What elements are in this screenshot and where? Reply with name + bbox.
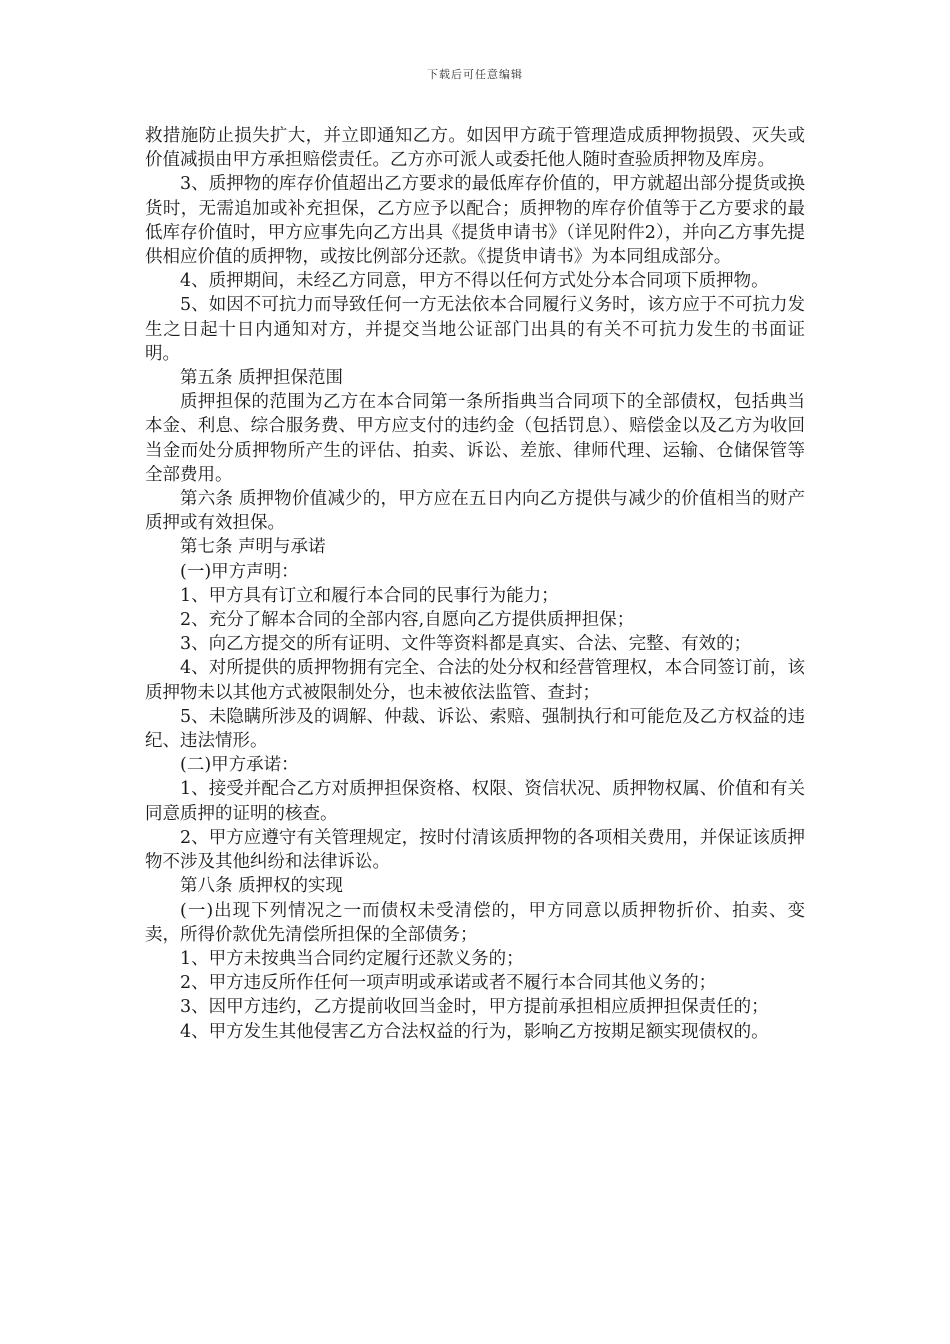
paragraph-clause-4-item-4: 4、质押期间，未经乙方同意，甲方不得以任何方式处分本合同项下质押物。 bbox=[180, 271, 769, 292]
paragraph-article-5-body: 质押担保的范围为乙方在本合同第一条所指典当合同项下的全部债权，包括典当本金、利息、综合服务费、甲方应支付的违约金（包括罚息）、赔偿金以及乙方为收回当金而处分质押物所产生的评估、拍卖、诉讼、差旅、律师代理、运输、仓储保管等全部费用。 bbox=[145, 392, 805, 485]
document-body bbox=[145, 124, 805, 1044]
paragraph-clause-4-item-5: 5、如因不可抗力而导致任何一方无法依本合同履行义务时，该方应于不可抗力发生之日起十日内通知对方，并提交当地公证部门出具的有关不可抗力发生的书面证明。 bbox=[145, 295, 805, 364]
paragraph-continuation: 救措施防止损失扩大，并立即通知乙方。如因甲方疏于管理造成质押物损毁、灭失或价值减损由甲方承担赔偿责任。乙方亦可派人或委托他人随时查验质押物及库房。 bbox=[145, 126, 805, 171]
declaration-item-5: 5、未隐瞒所涉及的调解、仲裁、诉讼、索赔、强制执行和可能危及乙方权益的违纪、违法情形。 bbox=[145, 706, 805, 752]
declaration-item-1: 1、甲方具有订立和履行本合同的民事行为能力； bbox=[180, 585, 559, 606]
paragraph-article-6: 第六条 质押物价值减少的，甲方应在五日内向乙方提供与减少的价值相当的财产质押或有效担保。 bbox=[145, 489, 805, 534]
realization-item-1: 1、甲方未按典当合同约定履行还款义务的； bbox=[180, 948, 524, 969]
realization-item-2: 2、甲方违反所作任何一项声明或承诺或者不履行本合同其他义务的； bbox=[180, 973, 717, 994]
article-7-heading: 第七条 声明与承诺 bbox=[180, 537, 326, 558]
section-party-a-commitment: (二)甲方承诺： bbox=[180, 755, 299, 776]
section-party-a-declaration: (一)甲方声明： bbox=[180, 561, 299, 582]
commitment-item-2: 2、甲方应遵守有关管理规定，按时付清该质押物的各项相关费用，并保证该质押物不涉及其他纠纷和法律诉讼。 bbox=[145, 827, 805, 873]
declaration-item-2: 2、充分了解本合同的全部内容,自愿向乙方提供质押担保； bbox=[180, 610, 635, 631]
article-5-heading: 第五条 质押担保范围 bbox=[180, 368, 344, 389]
page-header-note: 下载后可任意编辑 bbox=[427, 68, 523, 81]
declaration-item-3: 3、向乙方提交的所有证明、文件等资料都是真实、合法、完整、有效的； bbox=[180, 634, 752, 655]
realization-item-4: 4、甲方发生其他侵害乙方合法权益的行为，影响乙方按期足额实现债权的。 bbox=[180, 1021, 769, 1042]
section-pledge-realization: (一)出现下列情况之一而债权未受清偿的，甲方同意以质押物折价、拍卖、变卖，所得价款优先清偿所担保的全部债务； bbox=[145, 900, 805, 945]
declaration-item-4: 4、对所提供的质押物拥有完全、合法的处分权和经营管理权，本合同签订前，该质押物未以其他方式被限制处分，也未被依法监管、查封； bbox=[145, 658, 805, 703]
realization-item-3: 3、因甲方违约，乙方提前收回当金时，甲方提前承担相应质押担保责任的； bbox=[180, 997, 769, 1018]
paragraph-clause-4-item-3: 3、质押物的库存价值超出乙方要求的最低库存价值的，甲方就超出部分提货或换货时，无需追加或补充担保，乙方应予以配合；质押物的库存价值等于乙方要求的最低库存价值时，甲方应事先向乙方出具《提货申请书》（详见附件2），并向乙方事先提供相应价值的质押物，或按比例部分还款。《提货申请书》为本同组成部分。 bbox=[145, 174, 805, 268]
commitment-item-1: 1、接受并配合乙方对质押担保资格、权限、资信状况、质押物权属、价值和有关同意质押的证明的核查。 bbox=[145, 779, 805, 824]
article-8-heading: 第八条 质押权的实现 bbox=[180, 876, 344, 897]
